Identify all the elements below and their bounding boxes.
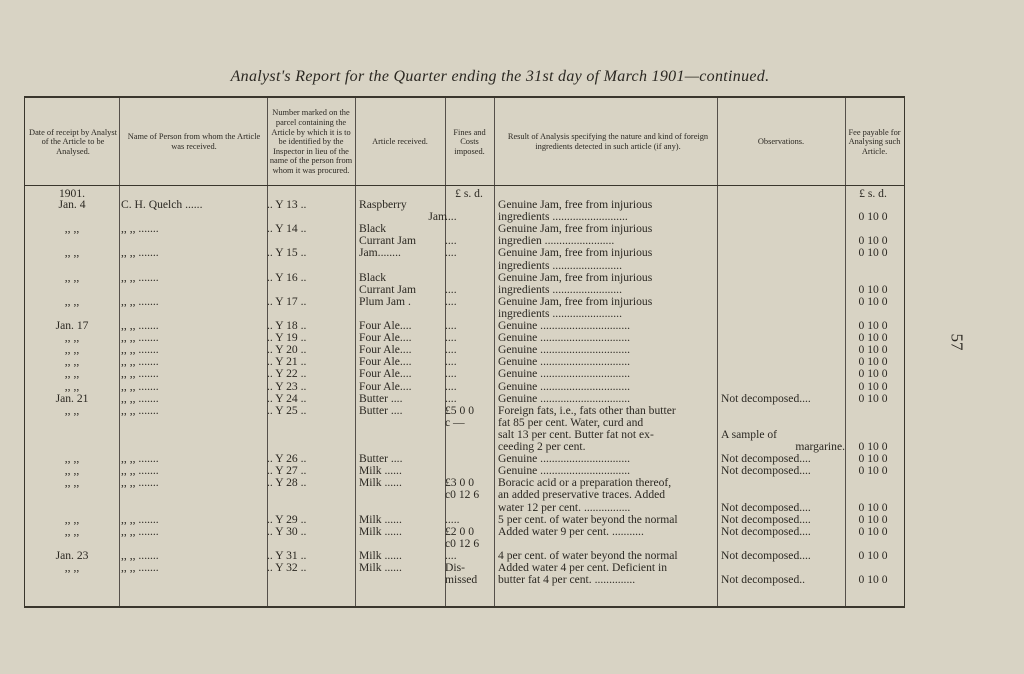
cell-number: .. Y 19 .. bbox=[267, 331, 307, 345]
cell-date: ,, ,, bbox=[64, 355, 80, 369]
cell-fee: 0 10 0 bbox=[858, 548, 888, 562]
cell-date: ,, ,, bbox=[64, 452, 80, 466]
cell-fines: .... bbox=[445, 331, 457, 345]
header-name: Name of Person from whom the Article was received. bbox=[127, 132, 261, 151]
cell-number: .. Y 27 .. bbox=[267, 464, 307, 478]
cell-number: .. Y 25 .. bbox=[267, 403, 307, 417]
header-date: Date of receipt by Analyst of the Article to be Analysed. bbox=[29, 127, 117, 156]
cell-number: .. Y 13 .. bbox=[267, 198, 307, 211]
cell-result: ingredients .......................... bbox=[498, 210, 628, 224]
cell-fines: .... bbox=[445, 234, 457, 248]
cell-article: Butter .... bbox=[359, 403, 403, 417]
cell-name: C. H. Quelch ...... bbox=[121, 198, 203, 211]
cell-fee: 0 10 0 bbox=[858, 210, 888, 224]
cell-number: .. Y 29 .. bbox=[267, 512, 307, 526]
cell-date: ,, ,, bbox=[64, 222, 80, 236]
cell-fee: 0 10 0 bbox=[858, 512, 888, 526]
cell-fee: 0 10 0 bbox=[858, 500, 888, 514]
header-result: Result of Analysis specifying the nature and kind of foreign ingredients detected in such article (if any). bbox=[507, 132, 709, 151]
cell-name: ,, ,, ....... bbox=[121, 222, 159, 236]
cell-fines: c0 12 6 bbox=[445, 536, 480, 550]
fines-unit: £ s. d. bbox=[455, 187, 483, 200]
cell-result: Genuine ............................... bbox=[498, 464, 631, 478]
cell-fines: .... bbox=[445, 391, 457, 405]
cell-fines: .... bbox=[445, 210, 457, 224]
cell-article: Currant Jam bbox=[359, 234, 416, 248]
cell-fee: 0 10 0 bbox=[858, 331, 888, 345]
cell-date: Jan. 17 bbox=[55, 319, 89, 332]
cell-name: ,, ,, ....... bbox=[121, 331, 159, 345]
cell-article: Jam bbox=[428, 210, 447, 224]
cell-obs: margarine. bbox=[795, 440, 845, 453]
cell-number: .. Y 21 .. bbox=[267, 355, 307, 369]
cell-date: ,, ,, bbox=[64, 524, 80, 538]
cell-fee: 0 10 0 bbox=[858, 379, 888, 393]
cell-number: .. Y 22 .. bbox=[267, 367, 307, 381]
cell-obs: Not decomposed.... bbox=[721, 464, 811, 478]
fee-unit: £ s. d. bbox=[859, 187, 887, 200]
cell-name: ,, ,, ....... bbox=[121, 452, 159, 466]
cell-fines: Dis- bbox=[445, 561, 465, 574]
cell-date: ,, ,, bbox=[64, 246, 80, 260]
cell-result: ingredients ........................ bbox=[498, 282, 622, 296]
cell-obs: A sample of bbox=[721, 427, 778, 441]
cell-number: .. Y 30 .. bbox=[267, 524, 307, 538]
cell-result: Foreign fats, i.e., fats other than butter bbox=[498, 403, 676, 417]
cell-article: Four Ale.... bbox=[359, 319, 412, 332]
cell-number: .. Y 18 .. bbox=[267, 319, 307, 332]
cell-result: Genuine ............................... bbox=[498, 343, 631, 357]
cell-result: fat 85 per cent. Water, curd and bbox=[498, 415, 644, 429]
cell-fee: 0 10 0 bbox=[858, 524, 888, 538]
cell-article: Four Ale.... bbox=[359, 355, 412, 369]
cell-fee: 0 10 0 bbox=[858, 367, 888, 381]
cell-article: Butter .... bbox=[359, 391, 403, 405]
cell-obs: Not decomposed.... bbox=[721, 452, 811, 466]
cell-name: ,, ,, ....... bbox=[121, 294, 159, 308]
cell-name: ,, ,, ....... bbox=[121, 403, 159, 417]
cell-article: Black bbox=[359, 270, 387, 284]
cell-result: Genuine ............................... bbox=[498, 331, 631, 345]
cell-fines: £2 0 0 bbox=[445, 524, 474, 538]
cell-result: Genuine ............................... bbox=[498, 379, 631, 393]
cell-number: .. Y 26 .. bbox=[267, 452, 307, 466]
cell-fee: 0 10 0 bbox=[858, 234, 888, 248]
cell-result: Genuine Jam, free from injurious bbox=[498, 222, 653, 236]
cell-article: Milk ...... bbox=[359, 476, 402, 490]
header-divider bbox=[25, 185, 904, 186]
cell-number: .. Y 14 .. bbox=[267, 222, 307, 236]
cell-fines: .... bbox=[445, 548, 457, 562]
cell-date: ,, ,, bbox=[64, 561, 80, 574]
cell-fee: 0 10 0 bbox=[858, 294, 888, 308]
cell-fines: ..... bbox=[445, 512, 460, 526]
cell-result: Genuine Jam, free from injurious bbox=[498, 198, 653, 211]
cell-obs: Not decomposed.... bbox=[721, 524, 811, 538]
cell-name: ,, ,, ....... bbox=[121, 246, 159, 260]
cell-fines: .... bbox=[445, 319, 457, 332]
cell-article: Milk ...... bbox=[359, 464, 402, 478]
cell-fines: £3 0 0 bbox=[445, 476, 474, 490]
cell-result: Added water 9 per cent. ........... bbox=[498, 524, 644, 538]
cell-fines: .... bbox=[445, 355, 457, 369]
cell-article: Four Ale.... bbox=[359, 367, 412, 381]
header-fines: Fines and Costs imposed. bbox=[453, 127, 486, 156]
cell-fee: 0 10 0 bbox=[858, 464, 888, 478]
cell-date: Jan. 21 bbox=[55, 391, 89, 405]
cell-name: ,, ,, ....... bbox=[121, 512, 159, 526]
cell-number: .. Y 23 .. bbox=[267, 379, 307, 393]
cell-result: Added water 4 per cent. Deficient in bbox=[498, 561, 668, 574]
cell-fee: 0 10 0 bbox=[858, 355, 888, 369]
cell-fines: missed bbox=[445, 573, 478, 587]
header-fee: Fee payable for Analysing such Article. bbox=[848, 127, 901, 156]
year-label: 1901. bbox=[58, 187, 86, 200]
cell-fee: 0 10 0 bbox=[858, 440, 888, 453]
cell-result: Boracic acid or a preparation thereof, bbox=[498, 476, 672, 490]
cell-article: Four Ale.... bbox=[359, 343, 412, 357]
cell-result: 4 per cent. of water beyond the normal bbox=[498, 548, 678, 562]
cell-date: Jan. 4 bbox=[58, 198, 86, 211]
cell-article: Raspberry bbox=[359, 198, 407, 211]
cell-result: butter fat 4 per cent. .............. bbox=[498, 573, 636, 587]
cell-date: ,, ,, bbox=[64, 270, 80, 284]
cell-fines: c0 12 6 bbox=[445, 488, 480, 502]
cell-name: ,, ,, ....... bbox=[121, 355, 159, 369]
cell-result: Genuine Jam, free from injurious bbox=[498, 294, 653, 308]
cell-number: .. Y 32 .. bbox=[267, 561, 307, 574]
cell-obs: Not decomposed.... bbox=[721, 548, 811, 562]
cell-result: Genuine ............................... bbox=[498, 367, 631, 381]
cell-fines: .... bbox=[445, 246, 457, 260]
column-divider bbox=[119, 98, 120, 606]
cell-result: salt 13 per cent. Butter fat not ex- bbox=[498, 427, 654, 441]
cell-result: Genuine Jam, free from injurious bbox=[498, 270, 653, 284]
cell-obs: Not decomposed.. bbox=[721, 573, 806, 587]
cell-number: .. Y 28 .. bbox=[267, 476, 307, 490]
cell-name: ,, ,, ....... bbox=[121, 379, 159, 393]
cell-fines: .... bbox=[445, 367, 457, 381]
cell-date: ,, ,, bbox=[64, 403, 80, 417]
cell-name: ,, ,, ....... bbox=[121, 476, 159, 490]
cell-date: ,, ,, bbox=[64, 512, 80, 526]
page-number: 57 bbox=[947, 333, 967, 351]
cell-date: ,, ,, bbox=[64, 476, 80, 490]
cell-article: Milk ...... bbox=[359, 561, 402, 574]
cell-fines: .... bbox=[445, 294, 457, 308]
cell-result: ingredients ........................ bbox=[498, 258, 622, 272]
cell-fee: 0 10 0 bbox=[858, 343, 888, 357]
cell-result: ingredients ........................ bbox=[498, 306, 622, 320]
cell-date: ,, ,, bbox=[64, 331, 80, 345]
cell-number: .. Y 16 .. bbox=[267, 270, 307, 284]
cell-obs: Not decomposed.... bbox=[721, 391, 811, 405]
cell-name: ,, ,, ....... bbox=[121, 548, 159, 562]
cell-date: ,, ,, bbox=[64, 464, 80, 478]
cell-article: Four Ale.... bbox=[359, 379, 412, 393]
cell-article: Plum Jam . bbox=[359, 294, 411, 308]
cell-date: ,, ,, bbox=[64, 294, 80, 308]
cell-date: ,, ,, bbox=[64, 343, 80, 357]
cell-fee: 0 10 0 bbox=[858, 391, 888, 405]
cell-article: Milk ...... bbox=[359, 524, 402, 538]
cell-obs: Not decomposed.... bbox=[721, 500, 811, 514]
cell-article: Four Ale.... bbox=[359, 331, 412, 345]
cell-result: ceeding 2 per cent. bbox=[498, 440, 586, 453]
header-article: Article received. bbox=[372, 137, 428, 147]
cell-fee: 0 10 0 bbox=[858, 319, 888, 332]
cell-result: ingredien ........................ bbox=[498, 234, 615, 248]
cell-number: .. Y 31 .. bbox=[267, 548, 307, 562]
cell-article: Black bbox=[359, 222, 387, 236]
cell-result: Genuine Jam, free from injurious bbox=[498, 246, 653, 260]
cell-number: .. Y 15 .. bbox=[267, 246, 307, 260]
cell-name: ,, ,, ....... bbox=[121, 391, 159, 405]
header-number: Number marked on the parcel containing the Article by which it is to be identified by the Inspector in lieu of the name of the person from whom it was procured. bbox=[269, 108, 353, 175]
page-title: Analyst's Report for the Quarter ending the 31st day of March 1901—continued. bbox=[230, 68, 770, 85]
cell-result: Genuine ............................... bbox=[498, 319, 631, 332]
cell-name: ,, ,, ....... bbox=[121, 367, 159, 381]
cell-number: .. Y 24 .. bbox=[267, 391, 307, 405]
cell-obs: Not decomposed.... bbox=[721, 512, 811, 526]
cell-fines: .... bbox=[445, 379, 457, 393]
cell-result: an added preservative traces. Added bbox=[498, 488, 666, 502]
cell-fines: c — bbox=[445, 415, 465, 429]
header-observations: Observations. bbox=[757, 137, 805, 147]
cell-number: .. Y 20 .. bbox=[267, 343, 307, 357]
cell-result: Genuine ............................... bbox=[498, 355, 631, 369]
cell-article: Currant Jam bbox=[359, 282, 416, 296]
cell-name: ,, ,, ....... bbox=[121, 561, 159, 574]
cell-name: ,, ,, ....... bbox=[121, 464, 159, 478]
cell-fee: 0 10 0 bbox=[858, 452, 888, 466]
cell-date: ,, ,, bbox=[64, 379, 80, 393]
cell-fines: .... bbox=[445, 343, 457, 357]
column-divider bbox=[494, 98, 495, 606]
cell-date: Jan. 23 bbox=[55, 548, 89, 562]
cell-name: ,, ,, ....... bbox=[121, 524, 159, 538]
cell-name: ,, ,, ....... bbox=[121, 343, 159, 357]
cell-fee: 0 10 0 bbox=[858, 573, 888, 587]
cell-date: ,, ,, bbox=[64, 367, 80, 381]
cell-result: 5 per cent. of water beyond the normal bbox=[498, 512, 678, 526]
cell-article: Milk ...... bbox=[359, 548, 402, 562]
cell-article: Butter .... bbox=[359, 452, 403, 466]
cell-fines: £5 0 0 bbox=[445, 403, 474, 417]
cell-fee: 0 10 0 bbox=[858, 246, 888, 260]
cell-fee: 0 10 0 bbox=[858, 282, 888, 296]
cell-article: Milk ...... bbox=[359, 512, 402, 526]
cell-result: water 12 per cent. ................ bbox=[498, 500, 631, 514]
cell-fines: .... bbox=[445, 282, 457, 296]
cell-result: Genuine ............................... bbox=[498, 391, 631, 405]
report-table bbox=[24, 96, 905, 608]
cell-article: Jam........ bbox=[359, 246, 401, 260]
cell-result: Genuine ............................... bbox=[498, 452, 631, 466]
cell-name: ,, ,, ....... bbox=[121, 270, 159, 284]
cell-name: ,, ,, ....... bbox=[121, 319, 159, 332]
cell-number: .. Y 17 .. bbox=[267, 294, 307, 308]
